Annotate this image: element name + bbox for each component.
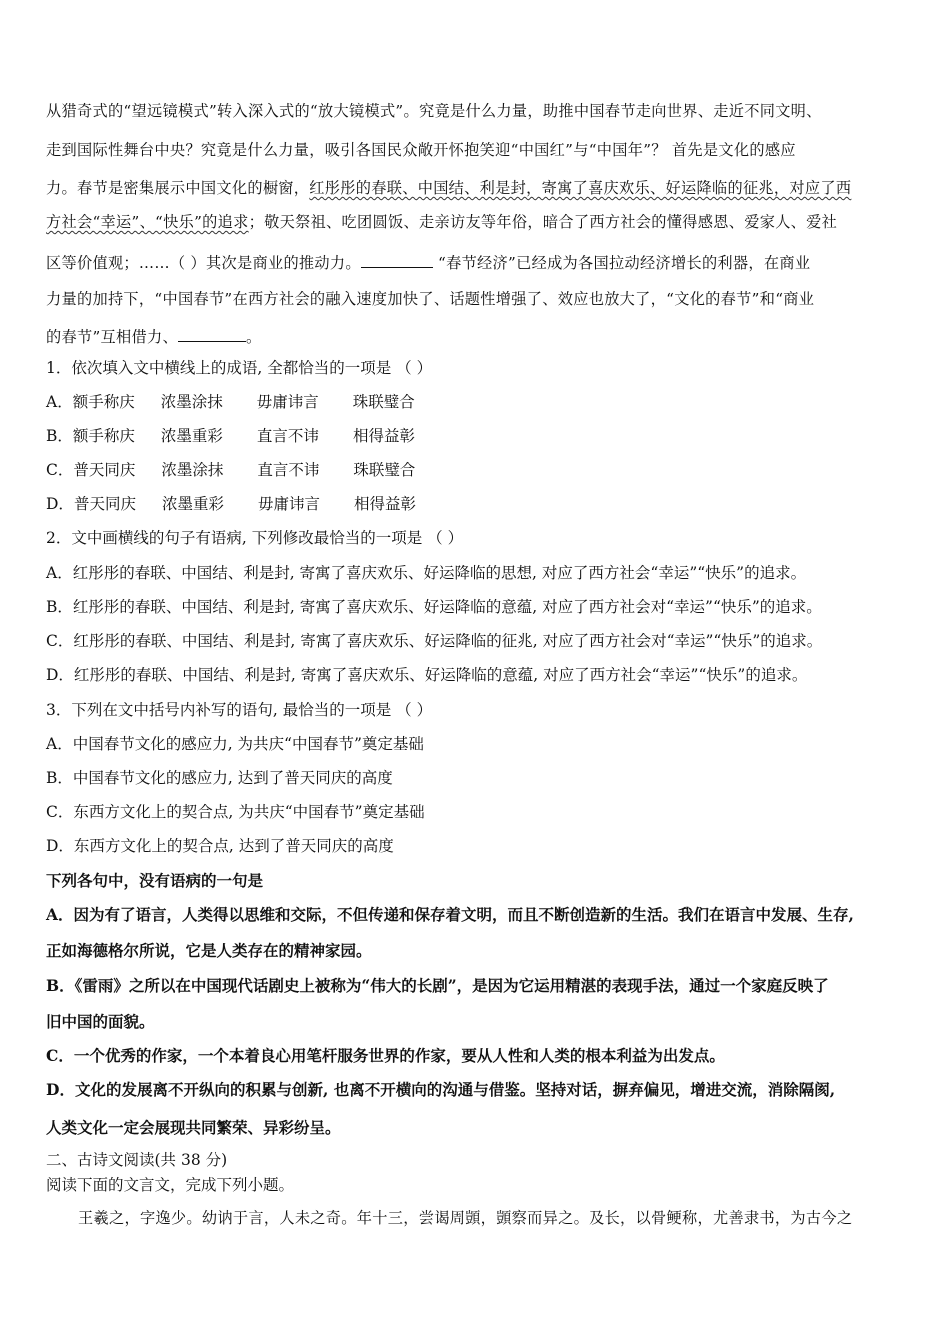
option-item: 直言不讳: [257, 461, 320, 479]
passage-line: [46, 181, 851, 196]
q2-option-c: C．红彤彤的春联、中国结、利是封, 寄寓了喜庆欢乐、好运降临的征兆, 对应了西方社会对“幸运”“快乐”的追求。: [46, 632, 823, 650]
q4-option-c: C．一个优秀的作家，一个本着良心用笔杆服务世界的作家，要从人性和人类的根本利益为出发点。: [46, 1046, 725, 1065]
q1-option-a: [46, 395, 415, 411]
option-item: 浓墨涂抹: [160, 393, 223, 411]
q2-option-a: A．红彤彤的春联、中国结、利是封, 寄寓了喜庆欢乐、好运降临的思想, 对应了西方社会“幸运”“快乐”的追求。: [46, 564, 807, 582]
q4-option-b-cont: 旧中国的面貌。: [46, 1012, 155, 1031]
option-item: 额手称庆: [72, 393, 135, 411]
question-3-stem: 3．下列在文中括号内补写的语句, 最恰当的一项是 （ ）: [46, 701, 433, 719]
passage-text: ；敬天祭祖、吃团圆饭、走亲访友等年俗，暗合了西方社会的懂得感恩、爱家人、爱社: [248, 213, 838, 231]
option-item: 相得益彰: [353, 495, 416, 513]
q4-option-a-cont: 正如海德格尔所说，它是人类存在的精神家园。: [46, 941, 372, 960]
option-label: B．: [46, 427, 73, 445]
q3-option-d: D．东西方文化上的契合点, 达到了普天同庆的高度: [46, 837, 394, 855]
passage-text: “春节经济”已经成为各国拉动经济增长的利器，在商业: [432, 254, 811, 272]
underlined-sentence: 方社会“幸运”、“快乐”的追求: [46, 213, 249, 231]
fill-blank: [178, 329, 246, 342]
passage-line: 力量的加持下，“中国春节”在西方社会的融入速度加快了、话题性增强了、效应也放大了，“文化的春节”和“商业: [46, 290, 815, 308]
underlined-sentence: 红彤彤的春联、中国结、利是封，寄寓了喜庆欢乐、好运降临的征兆，对应了西: [309, 179, 852, 197]
q3-option-b: B．中国春节文化的感应力, 达到了普天同庆的高度: [46, 769, 393, 787]
q4-option-a: A．因为有了语言，人类得以思维和交际，不但传递和保存着文明，而且不断创造新的生活。我们在语言中发展、生存,: [46, 905, 854, 924]
option-label: D．: [46, 495, 74, 513]
q1-option-d: [46, 497, 416, 513]
passage-line: [46, 215, 837, 230]
passage-text: 力。春节是密集展示中国文化的橱窗，: [46, 179, 310, 197]
passage-text: 的春节”互相借力、: [46, 328, 178, 346]
option-item: 普天同庆: [73, 495, 136, 513]
q4-option-d-cont: 人类文化一定会展现共同繁荣、异彩纷呈。: [46, 1118, 341, 1137]
q2-option-b: B．红彤彤的春联、中国结、利是封, 寄寓了喜庆欢乐、好运降临的意蕴, 对应了西方社会对“幸运”“快乐”的追求。: [46, 598, 822, 616]
q4-option-b: B．《雷雨》之所以在中国现代话剧史上被称为“伟大的长剧”，是因为它运用精湛的表现手法，通过一个家庭反映了: [46, 976, 829, 995]
option-item: 直言不讳: [256, 427, 319, 445]
q3-option-a: A．中国春节文化的感应力, 为共庆“中国春节”奠定基础: [46, 735, 424, 753]
q3-option-c: C．东西方文化上的契合点, 为共庆“中国春节”奠定基础: [46, 803, 425, 821]
option-item: 毋庸讳言: [257, 495, 320, 513]
question-1-stem: 1．依次填入文中横线上的成语, 全都恰当的一项是 （ ）: [46, 359, 433, 377]
fill-blank: [361, 255, 433, 268]
option-item: 浓墨重彩: [161, 495, 224, 513]
option-item: 珠联璧合: [353, 461, 416, 479]
passage-line: 走到国际性舞台中央？究竟是什么力量，吸引各国民众敞开怀抱笑迎“中国红”与“中国年”？ 首先是文化的感应: [46, 141, 796, 159]
question-2-stem: 2．文中画横线的句子有语病, 下列修改最恰当的一项是 （ ）: [46, 529, 464, 547]
section-intro: 阅读下面的文言文，完成下列小题。: [46, 1176, 295, 1194]
option-label: A．: [46, 393, 73, 411]
passage-line: [46, 255, 810, 271]
classical-text: 王羲之，字逸少。幼讷于言，人未之奇。年十三，尝谒周顗，顗察而异之。及长，以骨鲠称，尤善隶书，为古今之: [78, 1209, 853, 1227]
passage-text: 区等价值观；……（ ）其次是商业的推动力。: [46, 254, 361, 272]
option-item: 毋庸讳言: [256, 393, 319, 411]
q4-option-d: D．文化的发展离不开纵向的积累与创新, 也离不开横向的沟通与借鉴。坚持对话，摒弃偏见，增进交流，消除隔阂,: [46, 1080, 836, 1099]
passage-line: [46, 329, 261, 345]
passage-line: 从猎奇式的“望远镜模式”转入深入式的“放大镜模式”。究竟是什么力量，助推中国春节走向世界、走近不同文明、: [46, 102, 822, 120]
question-4-stem: 下列各句中，没有语病的一句是: [46, 871, 264, 890]
option-label: C．: [46, 461, 74, 479]
q1-option-b: [46, 429, 415, 445]
option-item: 浓墨涂抹: [161, 461, 224, 479]
option-item: 额手称庆: [72, 427, 135, 445]
option-item: 珠联璧合: [352, 393, 415, 411]
option-item: 相得益彰: [352, 427, 415, 445]
option-item: 浓墨重彩: [160, 427, 223, 445]
q1-option-c: [46, 463, 415, 479]
option-item: 普天同庆: [73, 461, 136, 479]
section-heading: 二、古诗文阅读(共 38 分): [46, 1151, 228, 1169]
passage-text: 。: [245, 328, 262, 346]
q2-option-d: D．红彤彤的春联、中国结、利是封, 寄寓了喜庆欢乐、好运降临的意蕴, 对应了西方社会“幸运”“快乐”的追求。: [46, 666, 808, 684]
